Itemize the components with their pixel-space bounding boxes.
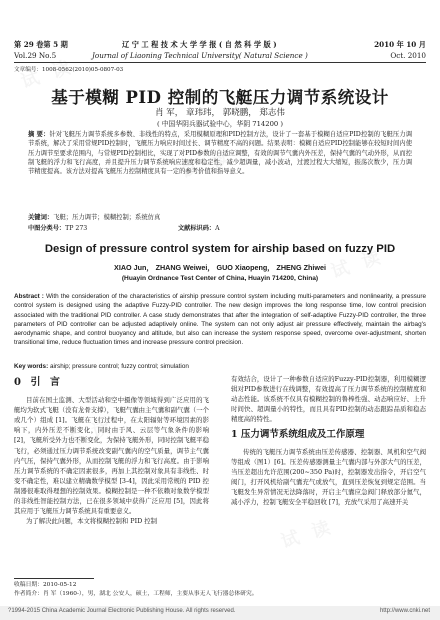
affiliation-en: (Huayin Ordnance Test Center of China, Huayin 714200, China): [121, 275, 319, 282]
doc-code-label: 文献标识码：: [178, 225, 216, 232]
footer-link[interactable]: http://www.cnki.net: [379, 608, 430, 614]
keywords-text-en: airship; pressure control; fuzzy control; simulation: [49, 363, 189, 370]
footnote-received: 收稿日期：2010-05-12: [14, 582, 77, 588]
keywords-label-en: Key words:: [14, 363, 49, 370]
keywords-cn: [28, 213, 412, 222]
authors-cn: 肖 军， 章玮玮， 郭晓鹏， 郑志伟: [155, 108, 285, 118]
keywords-en: [14, 362, 426, 371]
volume-issue-cn: 第 29 卷第 5 期: [14, 40, 68, 49]
body-column-right: [231, 374, 426, 507]
copyright-notice: ?1994-2015 China Academic Journal Electronic Publishing House. All rights reserved.: [8, 608, 236, 614]
section-heading-intro: 0 引 言: [14, 377, 63, 388]
volume-issue-en: Vol.29 No.5: [14, 51, 57, 60]
affiliation-cn: ( 中国华阴兵器试验中心，华阴 714200 ): [156, 120, 284, 128]
date-en: Oct. 2010: [390, 51, 426, 60]
date-cn: 2010 年 10 月: [374, 40, 426, 49]
abstract-label-en: Abstract :: [14, 293, 44, 300]
abstract-text-cn: 针对飞艇压力调节系统多参数、非线性的特点，采用模糊原理和PID控制方法，设计了一套基于模糊自适应PID控制的飞艇压力调节系统，解决了采用常规PID控制时，飞艇压力响应时间过长、调节精度不高的问题。结果表明：模糊自适应PID控制能够在较短时间内使压力调节至要求范围内，与常规PID控制相比，实现了对PID参数的自适应调整，有效的调节气囊内外压差，保持气囊的气动外形，从而控制飞艇的浮力和飞行高度，并且提升压力调节系统响应速度和稳定性，减少超调量，减小波动，过渡过程大大缩短，振荡次数少，压力调节精度提高。该方法对提高飞艇压力控制精度具有一定的参考价值和指导意义。: [28, 131, 413, 176]
footnote-author: 作者简介：肖 军（1960-），男，湖北 公安人，硕士，工程师，主要从事无人飞行器总体研究。: [14, 591, 258, 597]
journal-page: 第 29 卷第 5 期 辽 宁 工 程 技 术 大 学 学 报 ( 自 然 科 学 版 ) 2010 年 10 月 Vol.29 No.5 Journal of Liaoning Technical University( Natural Science ) Oct. 2010 文章编号：1008-0562(2010)05-0807-03 基于模糊 PID 控制的飞艇压力调节系统设计 肖 军， 章玮玮， 郭晓鹏， 郑志伟 ( 中国华阴兵器试验中心，华阴 714200 ) 摘 要：针对飞艇压力调节系统多参数、非线性的特点，采用模糊原理和PID控制方法，设计了一套基于模糊自适应PID控制的飞艇压力调节系统，解决了采用常规PID控制时，飞艇压力响应时间过长、调节精度不高的问题。结果表明：模糊自适应PID控制能够在较短时间内使压力调节至要求范围内，与常规PID控制相比，实现了对PID参数的自适应调整，有效的调节气囊内外压差，保持气囊的气动外形，从而控制飞艇的浮力和飞行高度，并且提升压力调节系统响应速度和稳定性，减少超调量，减小波动，过渡过程大大缩短，振荡次数少，压力调节精度提高。该方法对提高飞艇压力控制精度具有一定的参考价值和指导意义。 关键词：飞艇；压力调节；模糊控制；系统仿真 中图分类号： TP 273 文献标识码： A Design of pressure control system for airship based on fuzzy PID XIAO Jun， ZHANG Weiwei， GUO Xiaopeng， ZHENG Zhiwei (Huayin Ordnance Test Center of China, Huayin 714200, China) Abstract : With the consideration of the characteristics of airship pressure control system including multi-parameters and nonlinearity, a pressure control system is designed using the adaptive Fuzzy-PID controller. The new design improves the long response time, low control precision associated with the traditional PID controller. A case study demonstrates that after the integration of self-adaptive Fuzzy-PID controller, the three parameters of PID controller can be adjusted adaptively online. The system can not only adjust air pressure effectively, maintain the airbag's aerodynamic shape, and control buoyancy and altitude, but also can increase the system response speed, overcome over-adjustment, shorten transitional time, reduce fluctuation times and increase pressure control precision. Key words: airship; pressure control; fuzzy control; simulation 0 引 言 目前在国土监测、大型活动和空中摄像等领域得到广泛应用的飞艇均为软式飞艇（没有龙骨支撑），飞艇气囊由主气囊和副气囊（一个或几个）组成 [1]。飞艇在飞行过程中，在太阳辐射等环境因素的影响下，内外压差不断变化，同时由于风、云层等气象条件的影响 [2]，飞艇所受外力也不断变化，为保持飞艇外形，同时控制飞艇平稳飞行，必须通过压力调节系统改变副气囊内的空气质量，调节主气囊内气压，保持气囊外形，从而控制飞艇的浮力和飞行高度。由于影响压力调节系统的不确定因素很多，再加上其控制对象具有非线性、时变不确定性，难以建立精确数学模型 [3-4]，因此采用常规的 PID 控制器很难取得理想的控制效果。模糊控制是一种不依赖对象数学模型的非线性智能控制方法，已在很多领域中获得广泛应用 [5]，因此将其应用于飞艇压力调节系统具有重要意义。 为了解决此问题，本文将模糊控制和 PID 控制 有效结合，设计了一种参数自适应的Fuzzy-PID控制器，利用模糊逻辑对PID参数进行在线调整，有效提高了压力调节系统的控制精度和动态性能。该系统不仅具有模糊控制的鲁棒性强、动态响应好、上升时间快、超调量小的特性，而且具有PID控制的动态跟踪品质和稳态精度高的特性。 1 压力调节系统组成及工作原理 传统的飞艇压力调节系统由压差传感器、控制器、风机和空气阀等组成（图1）[6]。压差传感器测量主气囊内部与外部大气的压差，当压差超出允许范围(200~350 Pa)时，控制器发出指令，开启空气阀门，打开风机给副气囊充气或放气，直到压差恢复到规定范围。当飞艇发生异常情况无法降落时，开启主气囊应急阀门释放部分氦气，减小浮力，控制飞艇安全平稳回收 [7]，充放气采用了高速开关 收稿日期：2010-05-12 作者简介：肖 军（1960-），男，湖北 公安人，硕士，工程师，主要从事无人飞行器总体研究。 ?1994-2015 China Academic Journal Electronic Publishing House. All rights reserved. http://www.cnki.net: [0, 0, 440, 620]
paragraph: 传统的飞艇压力调节系统由压差传感器、控制器、风机和空气阀等组成（图1）[6]。压差传感器测量主气囊内部与外部大气的压差，当压差超出允许范围(200~350 Pa)时，控制器发出指令，开启空气阀门，打开风机给副气囊充气或放气，直到压差恢复到规定范围。当飞艇发生异常情况无法降落时，开启主气囊应急阀门释放部分氦气，减小浮力，控制飞艇安全平稳回收 [7]，充放气采用了高速开关: [231, 447, 426, 507]
watermark: [277, 512, 337, 554]
clc-label: 中图分类号：: [28, 225, 66, 232]
abstract-cn: [28, 130, 412, 176]
section-heading-1: 1 压力调节系统组成及工作原理: [231, 429, 365, 441]
paragraph: 目前在国土监测、大型活动和空中摄像等领域得到广泛应用的飞艇均为软式飞艇（没有龙骨支撑），飞艇气囊由主气囊和副气囊（一个或几个）组成 [1]。飞艇在飞行过程中，在太阳辐射等环境因素的影响下，内外压差不断变化，同时由于风、云层等气象条件的影响 [2]，飞艇所受外力也不断变化，为保持飞艇外形，同时控制飞艇平稳飞行，必须通过压力调节系统改变副气囊内的空气质量，调节主气囊内气压，保持气囊外形，从而控制飞艇的浮力和飞行高度。由于影响压力调节系统的不确定因素很多，再加上其控制对象具有非线性、时变不确定性，难以建立精确数学模型 [3-4]，因此采用常规的 PID 控制器很难取得理想的控制效果。模糊控制是一种不依赖对象数学模型的非线性智能控制方法，已在很多领域中获得广泛应用 [5]，因此将其应用于飞艇压力调节系统具有重要意义。: [14, 396, 209, 516]
keywords-text-cn: 飞艇；压力调节；模糊控制；系统仿真: [53, 214, 161, 221]
header-rule: [14, 62, 426, 63]
page-title: 基于模糊 PID 控制的飞艇压力调节系统设计: [51, 88, 389, 107]
keywords-label-cn: 关键词：: [28, 214, 54, 221]
authors-en: XIAO Jun， ZHANG Weiwei， GUO Xiaopeng， ZHENG Zhiwei: [114, 263, 326, 272]
journal-name-en: Journal of Liaoning Technical University( Natural Science ): [92, 51, 308, 60]
english-title: Design of pressure control system for airship based on fuzzy PID: [44, 243, 396, 255]
abstract-label-cn: 摘 要：: [28, 131, 50, 138]
journal-name-cn: 辽 宁 工 程 技 术 大 学 学 报 ( 自 然 科 学 版 ): [122, 40, 277, 49]
abstract-en: [14, 292, 426, 348]
abstract-text-en: With the consideration of the characteristics of airship pressure control system including multi-parameters and nonlinearity, a pressure control system is designed using the adaptive Fuzzy-PID controller. The new design improves the long response time, low control precision associated with the traditional PID controller. A case study demonstrates that after the integration of self-adaptive Fuzzy-PID controller, the three parameters of PID controller can be adjusted adaptively online. The system can not only adjust air pressure effectively, maintain the airbag's aerodynamic shape, and control buoyancy and altitude, but also can increase the system response speed, overcome over-adjustment, shorten transitional time, reduce fluctuation times and increase pressure control precision.: [14, 293, 426, 347]
paragraph: 为了解决此问题，本文将模糊控制和 PID 控制: [26, 517, 158, 526]
doc-code-value: A: [215, 225, 220, 232]
clc-value: TP 273: [65, 225, 88, 232]
body-column-left: [14, 372, 209, 526]
paragraph: 有效结合，设计了一种参数自适应的Fuzzy-PID控制器，利用模糊逻辑对PID参数进行在线调整，有效提高了压力调节系统的控制精度和动态性能。该系统不仅具有模糊控制的鲁棒性强、动态响应好、上升时间快、超调量小的特性，而且具有PID控制的动态跟踪品质和稳态精度高的特性。: [231, 375, 426, 424]
footnote-rule: [14, 578, 94, 579]
